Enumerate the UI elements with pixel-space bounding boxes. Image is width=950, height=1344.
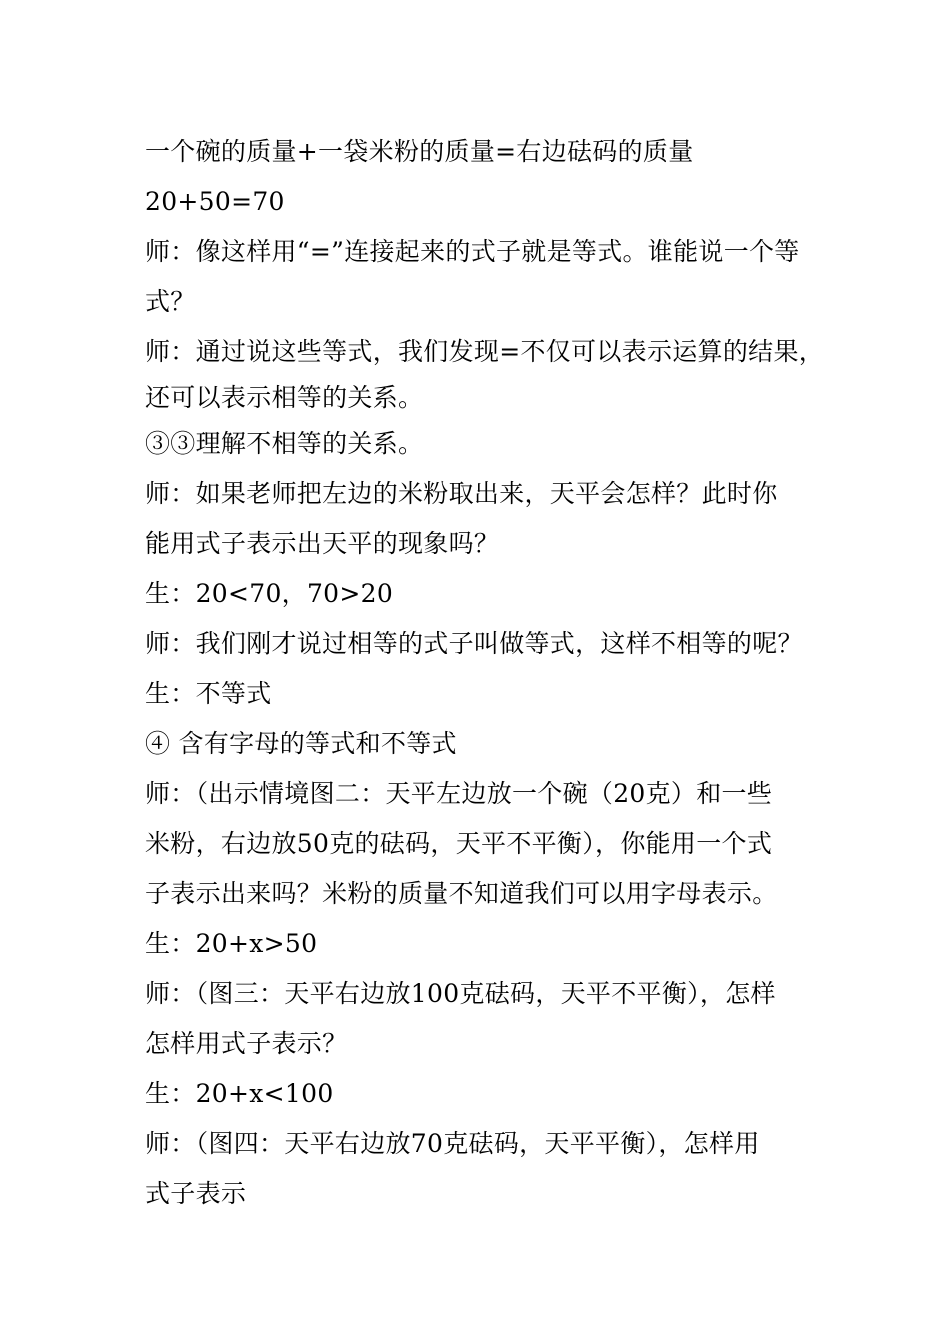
text-line: 式？: [145, 287, 196, 316]
text-line: 还可以表示相等的关系。: [145, 383, 424, 412]
text-line: 生：20<70，70>20: [145, 579, 394, 608]
text-line: 师：我们刚才说过相等的式子叫做等式，这样不相等的呢？: [145, 629, 803, 658]
text-line: 师：（图三：天平右边放100克砝码，天平不平衡），怎样: [145, 979, 776, 1008]
text-line: 一个碗的质量+一袋米粉的质量=右边砝码的质量: [145, 137, 694, 166]
text-line: 生：20+x>50: [145, 929, 318, 958]
text-line: 20+50=70: [145, 187, 285, 216]
text-line: 师：（图四：天平右边放70克砝码，天平平衡），怎样用: [145, 1129, 760, 1158]
text-line: 师：（出示情境图二：天平左边放一个碗（20克）和一些: [145, 779, 773, 808]
text-line: ④ 含有字母的等式和不等式: [145, 729, 457, 758]
text-line: 生：不等式: [145, 679, 272, 708]
text-line: 能用式子表示出天平的现象吗？: [145, 529, 500, 558]
text-line: 师：如果老师把左边的米粉取出来，天平会怎样？此时你: [145, 479, 778, 508]
text-line: ③③理解不相等的关系。: [145, 429, 424, 458]
text-line: 子表示出来吗？米粉的质量不知道我们可以用字母表示。: [145, 879, 778, 908]
text-line: 师：通过说这些等式，我们发现=不仅可以表示运算的结果，: [145, 337, 825, 366]
text-line: 式子表示: [145, 1179, 247, 1208]
document-body: [145, 127, 825, 1219]
text-line: 米粉，右边放50克的砝码，天平不平衡），你能用一个式: [145, 829, 773, 858]
text-line: 师：像这样用“=”连接起来的式子就是等式。谁能说一个等: [145, 237, 800, 266]
text-line: 怎样用式子表示？: [145, 1029, 348, 1058]
text-line: 生：20+x<100: [145, 1079, 334, 1108]
